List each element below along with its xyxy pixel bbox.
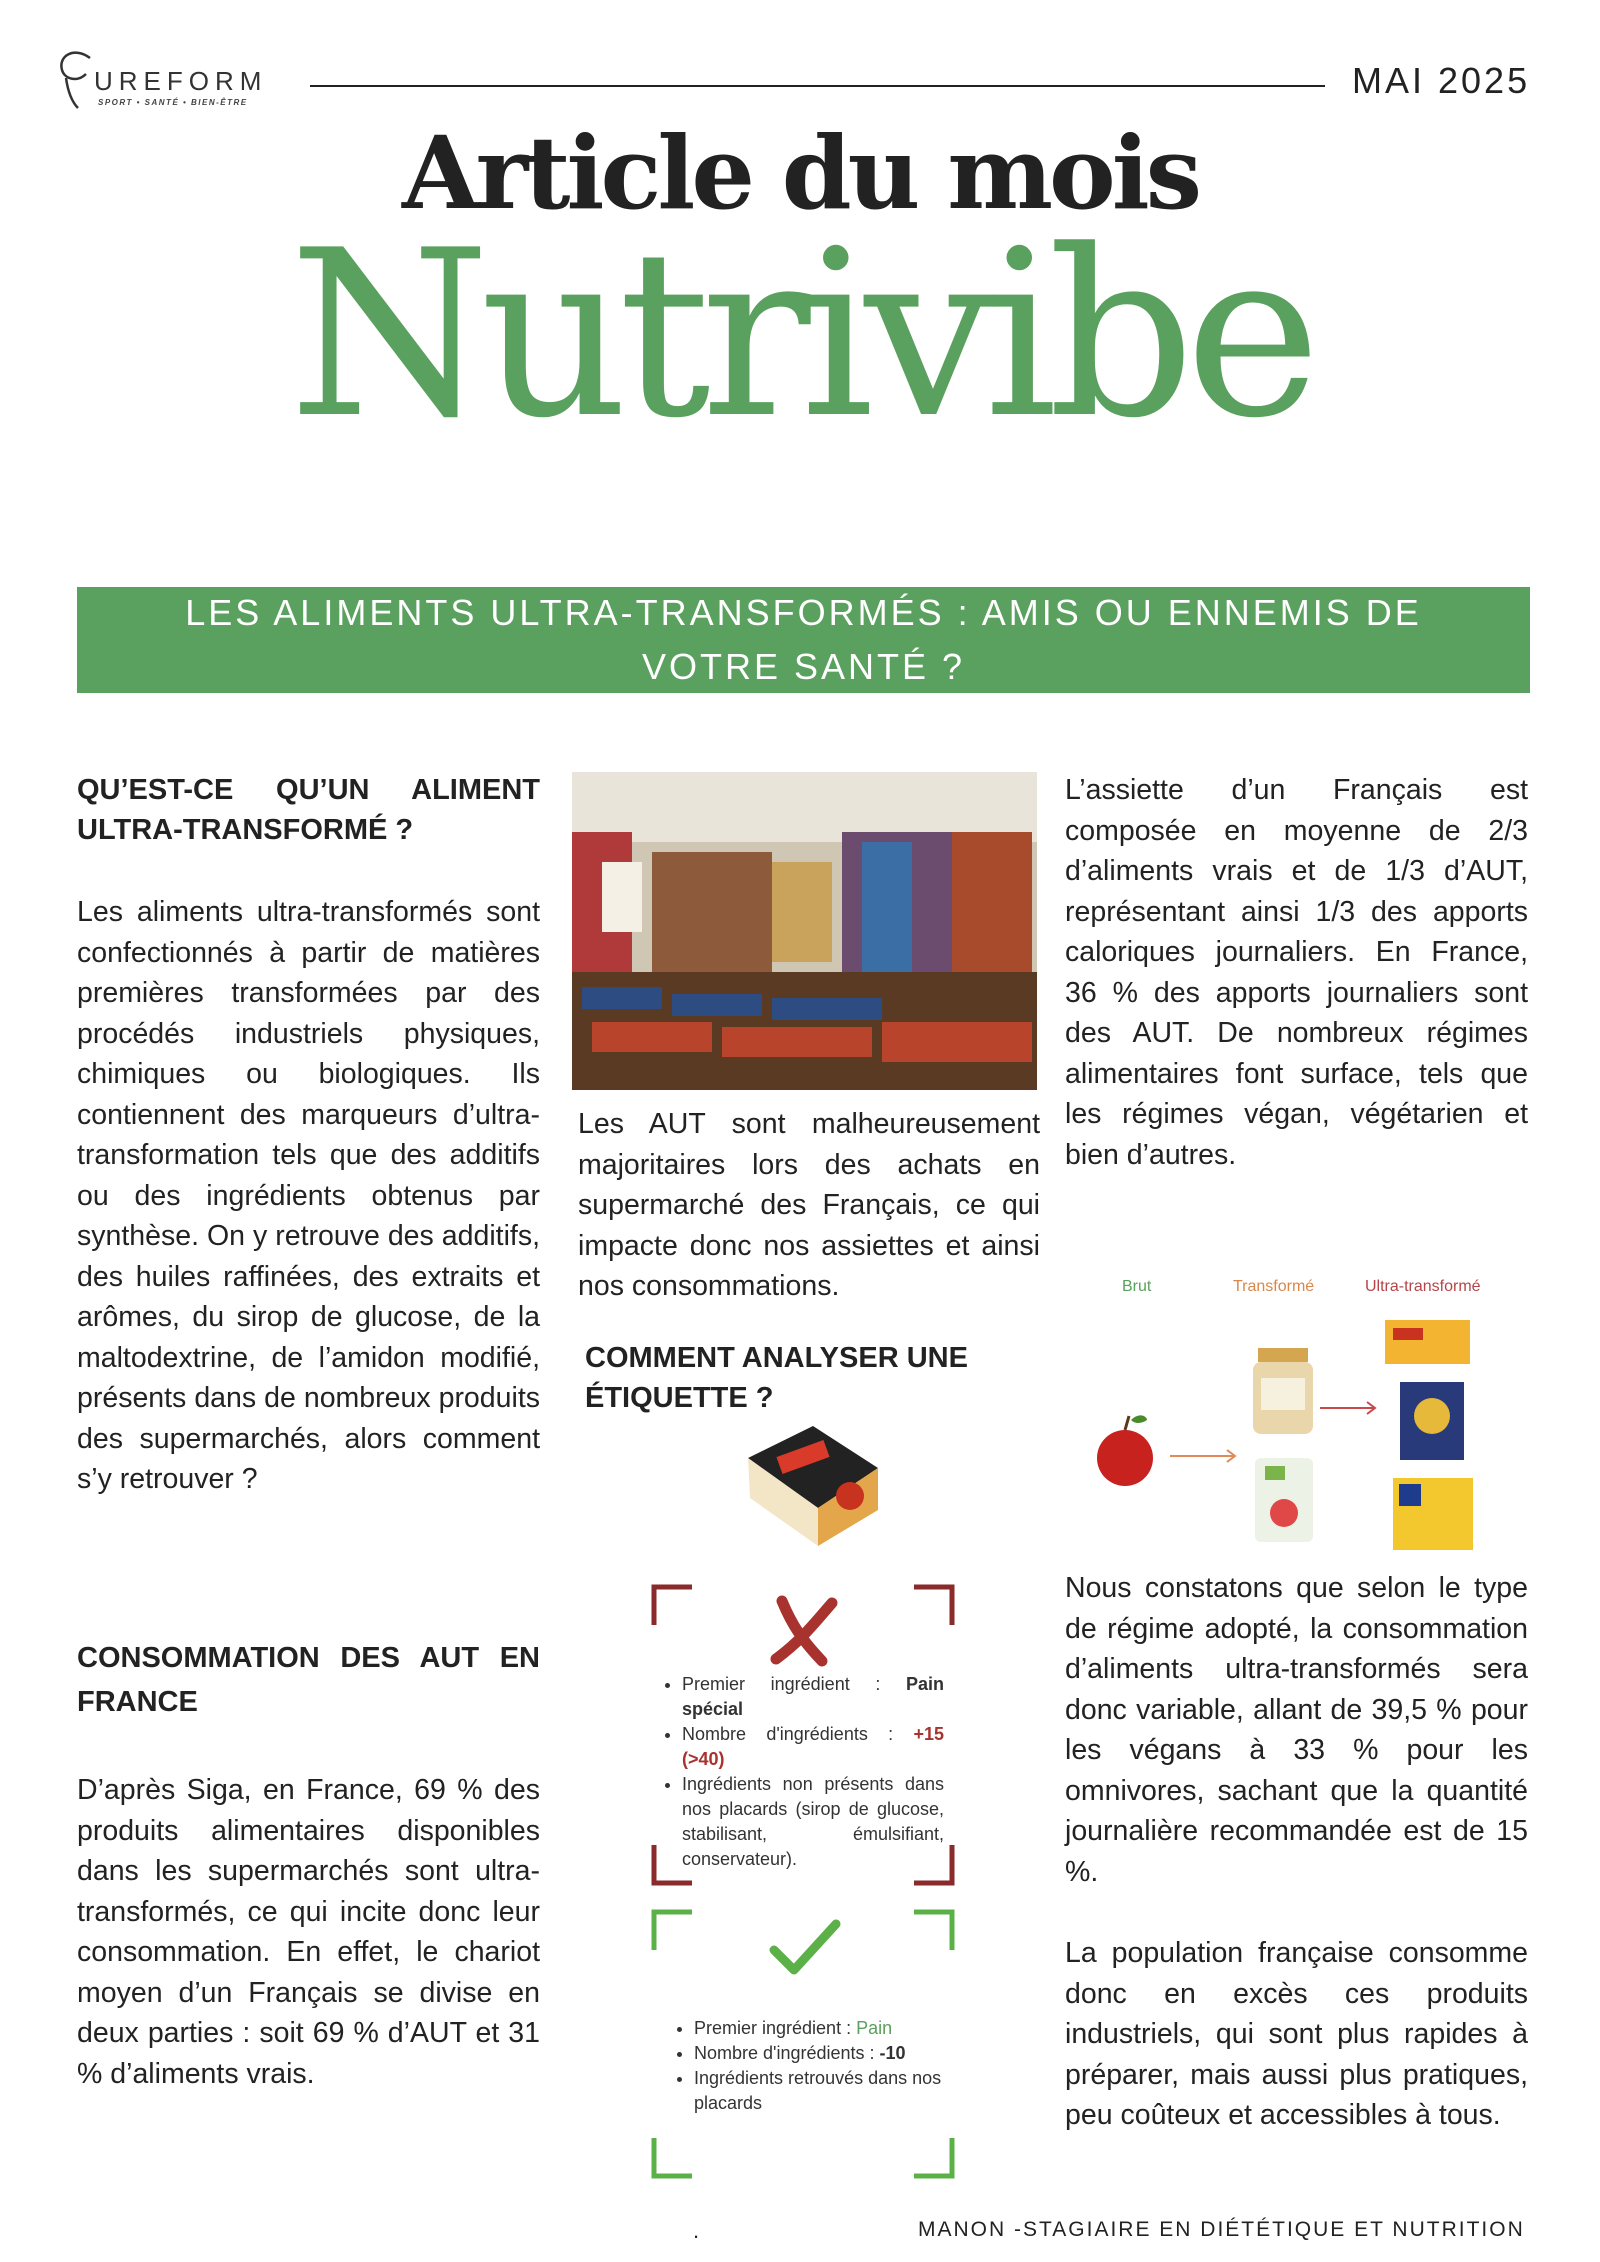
paragraph-consumption: D’après Siga, en France, 69 % des produits alimentaires disponibles dans les supermarchés sont ultra-transformés, ce qui incite donc leur consommation. En effet, le chariot moyen d’un Français se divise en deux parties : soit 69 % d’AUT et 31 % d’aliments vrais.	[77, 1774, 540, 2090]
photo-caption: Les AUT sont malheureusement majoritaires lors des achats en supermarché des Français, ce qui impacte donc nos assiettes et ainsi nos consommations.	[578, 1108, 1040, 1302]
cross-icon	[762, 1595, 852, 1667]
supermarket-photo	[572, 772, 1037, 1090]
heading-analyze-label: COMMENT ANALYSER UNE ÉTIQUETTE ?	[585, 1342, 968, 1414]
heading-consumption-france: CONSOMMATION DES AUT EN FRANCE	[77, 1642, 540, 1718]
bad-criterion-first-ingredient: • Premier ingrédient : Pain spécial	[682, 1672, 944, 1722]
burger-package-image	[738, 1418, 883, 1550]
paragraph-excess-consumption: La population française consomme donc en excès ces produits industriels, qui sont plus rapides à préparer, mais aussi plus pratiques, peu coûteux et accessibles à tous.	[1065, 1937, 1528, 2131]
paragraph-plate-composition: L’assiette d’un Français est composée en moyenne de 2/3 d’aliments vrais et de 1/3 d’AUT, représentant ainsi 1/3 des apports caloriques journaliers. En France, 36 % des apports journaliers sont des AUT. De nombreux régimes alimentaires font surface, tels que les régimes végan, végétarien et bien d’autres.	[1065, 774, 1528, 1171]
banner-line-2: VOTRE SANTÉ ?	[641, 646, 966, 687]
kicker-title: Article du mois	[401, 114, 1198, 232]
header-divider	[310, 85, 1325, 87]
label-ultra-transforme: Ultra-transformé	[1365, 1278, 1481, 1295]
check-icon	[768, 1918, 842, 1978]
good-criterion-ingredient-count: • Nombre d'ingrédients : -10	[694, 2041, 946, 2066]
label-brut: Brut	[1122, 1278, 1152, 1295]
bad-label-criteria	[664, 1672, 944, 1872]
article-title-banner	[77, 587, 1530, 693]
bad-criterion-ingredient-count: • Nombre d'ingrédients : +15 (>40)	[682, 1722, 944, 1772]
processing-illustration	[1075, 1308, 1535, 1568]
good-criterion-usual-ingredients: • Ingrédients retrouvés dans nos placards	[694, 2066, 946, 2116]
footer-author: MANON -STAGIAIRE EN DIÉTÉTIQUE ET NUTRITION	[918, 2218, 1525, 2241]
magazine-title: Nutrivibe	[288, 202, 1312, 469]
processing-levels-diagram	[1075, 1268, 1535, 1568]
banner-line-1: LES ALIMENTS ULTRA-TRANSFORMÉS : AMIS OU ENNEMIS DE	[185, 592, 1422, 633]
footer-dot: .	[693, 2218, 700, 2243]
good-criterion-first-ingredient: • Premier ingrédient : Pain	[694, 2016, 946, 2041]
good-label-criteria	[676, 2016, 946, 2116]
logo-tagline: SPORT • SANTÉ • BIEN-ÊTRE	[98, 98, 248, 107]
paragraph-diet-variation: Nous constatons que selon le type de régime adopté, la consommation d’aliments ultra-transformés sera donc variable, allant de 39,5 % pour les végans à 33 % pour les omnivores, sachant que la quantité journalière recommandée est de 15 %.	[1065, 1572, 1528, 1888]
logo-name: UREFORM	[94, 66, 268, 96]
heading-what-is-aut: QU’EST-CE QU’UN ALIMENT ULTRA-TRANSFORMÉ ?	[77, 774, 540, 846]
label-transforme: Transformé	[1233, 1278, 1315, 1295]
bad-criterion-unusual-ingredients: • Ingrédients non présents dans nos placards (sirop de glucose, stabilisant, émulsifiant, conservateur).	[682, 1772, 944, 1872]
paragraph-definition: Les aliments ultra-transformés sont confectionnés à partir de matières premières transformées par des procédés industriels physiques, chimiques ou biologiques. Ils contiennent des marqueurs d’ultra-transformation tels que des additifs ou des ingrédients obtenus par synthèse. On y retrouve des additifs, des huiles raffinées, des extraits et arômes, du sirop de glucose, de la maltodextrine, de l’amidon modifié, présents dans de nombreux produits des supermarchés, alors comment s’y retrouver ?	[77, 896, 540, 1495]
issue-date: MAI 2025	[1352, 60, 1531, 101]
